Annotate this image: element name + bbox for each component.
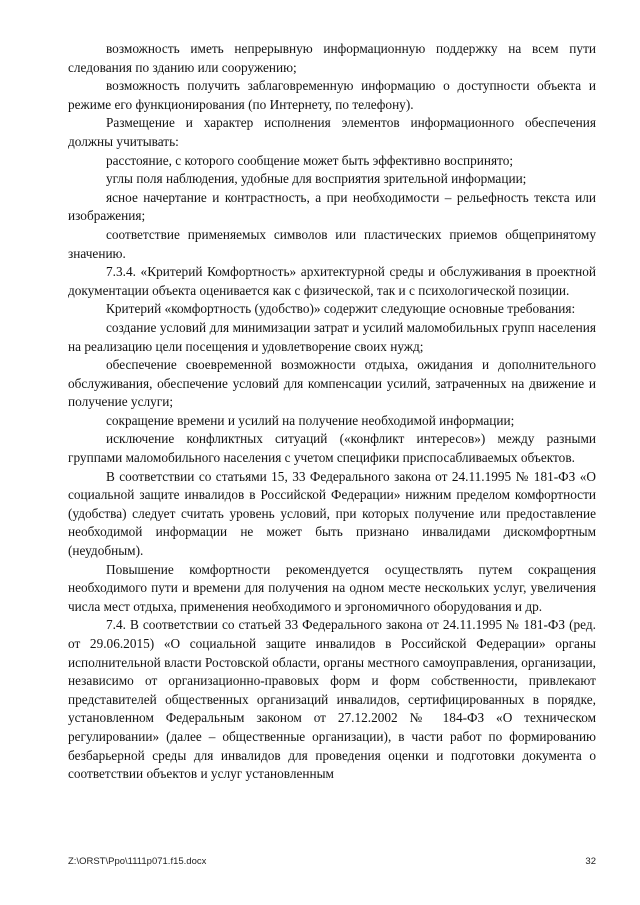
paragraph: создание условий для минимизации затрат и усилий маломобильных групп населения на реализацию цели посещения и удовлетворение своих нужд; [68,319,596,354]
paragraph: расстояние, с которого сообщение может быть эффективно воспринято; [106,152,514,168]
paragraph: Критерий «комфортность (удобство)» содержит следующие основные требования: [106,301,576,317]
paragraph: В соответствии со статьями 15, 33 Федерального закона от 24.11.1995 № 181-ФЗ «О социальной защите инвалидов в Российской Федерации» нижним пределом комфортности (удобства) следует считать уровень условий, при которых получение или предоставление необходимой информации не может быть признано инвалидами дискомфортным (неудобным). [68,468,596,559]
paragraph: Размещение и характер исполнения элементов информационного обеспечения должны учитывать: [68,115,596,149]
paragraph: сокращение времени и усилий на получение необходимой информации; [106,412,515,428]
paragraph: Повышение комфортности рекомендуется осуществлять путем сокращения необходимого пути и времени для получения на одном месте нескольких услуг, увеличения числа мест отдыха, применения необходимого и эргономичного оборудования и др. [68,561,596,614]
paragraph: обеспечение своевременной возможности отдыха, ожидания и дополнительного обслуживания, обеспечение условий для компенсации усилий, затраченных на движение и получение услуги; [68,357,596,410]
paragraph: 7.3.4. «Критерий Комфортность» архитектурной среды и обслуживания в проектной документации объекта оценивается как с физической, так и с психологической позиции. [68,264,596,298]
paragraph: соответствие применяемых символов или пластических приемов общепринятому значению. [68,226,596,261]
paragraph: исключение конфликтных ситуаций («конфликт интересов») между разными группами маломобильного населения с учетом специфики приспосабливаемых объектов. [68,431,596,466]
document-body [68,40,596,784]
paragraph: возможность иметь непрерывную информационную поддержку на всем пути следования по зданию или сооружению; [68,41,596,75]
file-path: Z:\ORST\Ppo\1111p071.f15.docx [68,856,207,867]
paragraph: ясное начертание и контрастность, а при необходимости – рельефность текста или изображения; [68,189,596,224]
paragraph: углы поля наблюдения, удобные для восприятия зрительной информации; [106,171,527,187]
paragraph: 7.4. В соответствии со статьей 33 Федерального закона от 24.11.1995 № 181-ФЗ (ред. от 29.06.2015) «О социальной защите инвалидов в Российской Федерации» органы исполнительной власти Ростовской области, органы местного самоуправления, организации, независимо от организационно-правовых форм и форм собственности, привлекают представителей общественных организаций инвалидов, сертифицированных в порядке, установленном Федеральным законом от 27.12.2002 № 184-ФЗ «О техническом регулировании» (далее – общественные организации), в части работ по формированию безбарьерной среды для инвалидов для проведения оценки и подготовки документа о соответствии объектов и услуг установленным [68,617,596,782]
paragraph: возможность получить заблаговременную информацию о доступности объекта и режиме его функционирования (по Интернету, по телефону). [68,78,596,112]
page-number: 32 [585,856,596,867]
page-footer [68,856,596,867]
